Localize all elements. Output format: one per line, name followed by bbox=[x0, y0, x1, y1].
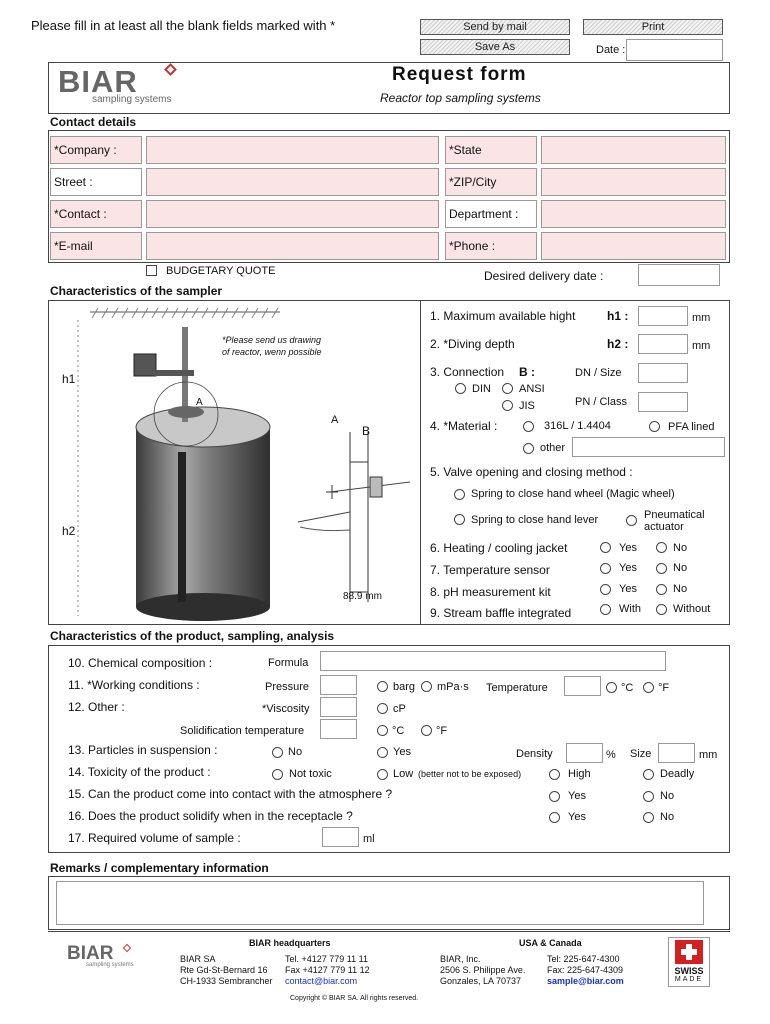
pressure-input[interactable] bbox=[320, 675, 357, 695]
hq-email-link[interactable]: contact@biar.com bbox=[285, 976, 358, 986]
pressure-label: Pressure bbox=[265, 681, 310, 693]
date-label: Date : bbox=[596, 44, 626, 56]
toxic-low-radio[interactable] bbox=[377, 769, 388, 780]
footer-logo-sub: sampling systems bbox=[86, 962, 134, 968]
barg-radio[interactable] bbox=[377, 681, 388, 692]
q17-label: 17. Required volume of sample : bbox=[68, 831, 241, 845]
street-input[interactable] bbox=[146, 168, 439, 196]
h2-input[interactable] bbox=[638, 334, 688, 354]
budgetary-quote-checkbox[interactable] bbox=[146, 265, 157, 276]
hq-line-3: CH-1933 Sembrancher bbox=[180, 976, 273, 986]
cp-radio[interactable] bbox=[377, 703, 388, 714]
baffle-without-label: Without bbox=[673, 603, 711, 615]
hand-lever-radio[interactable] bbox=[454, 514, 465, 525]
temp-f-label: °F bbox=[658, 682, 670, 694]
formula-input[interactable] bbox=[320, 651, 666, 671]
ph-yes-radio[interactable] bbox=[600, 584, 611, 595]
sensor-yes-radio[interactable] bbox=[600, 563, 611, 574]
cp-label: cP bbox=[393, 703, 406, 715]
ansi-label: ANSI bbox=[519, 383, 545, 395]
din-radio[interactable] bbox=[455, 383, 466, 394]
density-label: Density bbox=[516, 748, 553, 760]
date-input[interactable] bbox=[626, 39, 723, 61]
q1-h-label: h1 : bbox=[607, 309, 629, 323]
delivery-date-label: Desired delivery date : bbox=[484, 269, 604, 283]
size-label: Size bbox=[630, 748, 652, 760]
us-line-1: BIAR, Inc. bbox=[440, 954, 481, 964]
din-label: DIN bbox=[472, 383, 491, 395]
hand-lever-label: Spring to close hand lever bbox=[471, 514, 599, 526]
drawing-note-2: of reactor, wenn possible bbox=[222, 347, 322, 357]
print-button[interactable]: Print bbox=[583, 19, 723, 35]
q14-label: 14. Toxicity of the product : bbox=[68, 765, 211, 779]
q15-label: 15. Can the product come into contact with the atmosphere ? bbox=[68, 787, 393, 801]
solidify-no-label: No bbox=[660, 811, 675, 823]
h2-dim-label: h2 bbox=[62, 524, 76, 538]
q4-label: 4. *Material : bbox=[430, 419, 498, 433]
baffle-without-radio[interactable] bbox=[656, 604, 667, 615]
ph-no-radio[interactable] bbox=[656, 584, 667, 595]
delivery-date-input[interactable] bbox=[638, 264, 720, 286]
solidify-no-radio[interactable] bbox=[643, 812, 654, 823]
section-b-label: B bbox=[362, 424, 371, 438]
email-input[interactable] bbox=[146, 232, 439, 260]
detail-a-label: A bbox=[196, 397, 203, 408]
toxic-deadly-label: Deadly bbox=[660, 768, 695, 780]
baffle-with-radio[interactable] bbox=[600, 604, 611, 615]
h1-unit: mm bbox=[692, 312, 711, 324]
toxic-not-radio[interactable] bbox=[272, 769, 283, 780]
remarks-input[interactable] bbox=[56, 881, 704, 925]
viscosity-input[interactable] bbox=[320, 697, 357, 717]
dn-size-label: DN / Size bbox=[575, 367, 622, 379]
pneumatic-label-2: actuator bbox=[644, 521, 684, 533]
baffle-with-label: With bbox=[619, 603, 641, 615]
diameter-label: 88.9 mm bbox=[343, 591, 382, 602]
hq-title: BIAR headquarters bbox=[249, 938, 331, 948]
atmosphere-yes-radio[interactable] bbox=[549, 791, 560, 802]
contact-label: *Contact : bbox=[54, 207, 107, 221]
size-unit: mm bbox=[699, 749, 718, 761]
department-input[interactable] bbox=[541, 200, 726, 228]
magic-wheel-label: Spring to close hand wheel (Magic wheel) bbox=[471, 488, 675, 500]
drawing-note: *Please send us drawing bbox=[222, 335, 322, 345]
q5-label: 5. Valve opening and closing method : bbox=[430, 465, 633, 479]
pn-class-label: PN / Class bbox=[575, 396, 627, 408]
jis-radio[interactable] bbox=[502, 400, 513, 411]
material-other-radio[interactable] bbox=[523, 443, 534, 454]
q2-h-label: h2 : bbox=[607, 337, 629, 351]
us-line-2: 2506 S. Philippe Ave. bbox=[440, 965, 526, 975]
phone-label: *Phone : bbox=[449, 239, 496, 253]
viscosity-label: *Viscosity bbox=[262, 703, 310, 715]
jis-label: JIS bbox=[519, 400, 535, 412]
hq-line-1: BIAR SA bbox=[180, 954, 216, 964]
temperature-input[interactable] bbox=[564, 676, 601, 696]
atmosphere-no-label: No bbox=[660, 790, 675, 802]
solid-c-radio[interactable] bbox=[377, 725, 388, 736]
solidify-yes-radio[interactable] bbox=[549, 812, 560, 823]
footer-logo: BIAR bbox=[67, 943, 114, 964]
h1-dim-label: h1 bbox=[62, 372, 76, 386]
toxic-high-label: High bbox=[568, 768, 591, 780]
material-316l-label: 316L / 1.4404 bbox=[544, 420, 611, 432]
jacket-yes-radio[interactable] bbox=[600, 542, 611, 553]
material-other-label: other bbox=[540, 442, 566, 454]
temperature-label: Temperature bbox=[486, 682, 548, 694]
sensor-no-label: No bbox=[673, 562, 688, 574]
page-subtitle: Reactor top sampling systems bbox=[380, 91, 541, 105]
budgetary-quote-label: BUDGETARY QUOTE bbox=[166, 265, 276, 277]
particles-no-radio[interactable] bbox=[272, 747, 283, 758]
mpas-radio[interactable] bbox=[421, 681, 432, 692]
sampler-section-title: Characteristics of the sampler bbox=[50, 284, 223, 298]
solidification-input[interactable] bbox=[320, 719, 357, 739]
made-label: MADE bbox=[674, 976, 704, 983]
q7-label: 7. Temperature sensor bbox=[430, 563, 550, 577]
particles-yes-radio[interactable] bbox=[377, 747, 388, 758]
hq-fax: Fax +4127 779 11 12 bbox=[285, 965, 370, 975]
q11-label: 11. *Working conditions : bbox=[68, 678, 200, 692]
q1-label: 1. Maximum available hight bbox=[430, 309, 576, 323]
solidify-yes-label: Yes bbox=[568, 811, 586, 823]
logo-subtitle: sampling systems bbox=[92, 94, 172, 105]
atmosphere-no-radio[interactable] bbox=[643, 791, 654, 802]
pn-class-input[interactable] bbox=[638, 392, 688, 412]
solid-f-radio[interactable] bbox=[421, 725, 432, 736]
temp-f-radio[interactable] bbox=[643, 682, 654, 693]
product-section-title: Characteristics of the product, sampling, analysis bbox=[50, 629, 335, 643]
sensor-no-radio[interactable] bbox=[656, 563, 667, 574]
save-as-button[interactable]: Save As bbox=[420, 39, 570, 55]
jacket-no-radio[interactable] bbox=[656, 542, 667, 553]
solidification-label: Solidification temperature bbox=[180, 725, 305, 737]
biar-logo: BIAR bbox=[58, 64, 138, 99]
q9-label: 9. Stream baffle integrated bbox=[430, 606, 572, 620]
temp-c-radio[interactable] bbox=[606, 682, 617, 693]
particles-no-label: No bbox=[288, 746, 303, 758]
jacket-yes-label: Yes bbox=[619, 542, 637, 554]
hq-line-2: Rte Gd-St-Bernard 16 bbox=[180, 965, 268, 975]
formula-label: Formula bbox=[268, 657, 309, 669]
density-unit: % bbox=[606, 749, 616, 761]
us-line-3: Gonzales, LA 70737 bbox=[440, 976, 522, 986]
toxic-not-label: Not toxic bbox=[289, 768, 332, 780]
q2-label: 2. *Diving depth bbox=[430, 337, 515, 351]
material-pfa-radio[interactable] bbox=[649, 421, 660, 432]
zip-label: *ZIP/City bbox=[449, 175, 497, 189]
q13-label: 13. Particles in suspension : bbox=[68, 743, 218, 757]
h1-input[interactable] bbox=[638, 306, 688, 326]
ansi-radio[interactable] bbox=[502, 383, 513, 394]
pneumatic-radio[interactable] bbox=[626, 515, 637, 526]
section-a-label: A bbox=[331, 414, 339, 426]
contact-input[interactable] bbox=[146, 200, 439, 228]
q3-b-label: B : bbox=[519, 365, 535, 379]
us-email-link[interactable]: sample@biar.com bbox=[547, 976, 624, 986]
ph-no-label: No bbox=[673, 583, 688, 595]
toxic-high-radio[interactable] bbox=[549, 769, 560, 780]
pneumatic-label: Pneumatical bbox=[644, 509, 705, 521]
solid-c-label: °C bbox=[392, 725, 405, 737]
page-title: Request form bbox=[392, 64, 527, 85]
street-label: Street : bbox=[54, 175, 93, 189]
q10-label: 10. Chemical composition : bbox=[68, 656, 213, 670]
header-box bbox=[48, 62, 730, 114]
company-label: *Company : bbox=[54, 143, 117, 157]
q16-label: 16. Does the product solidify when in the receptacle ? bbox=[68, 809, 353, 823]
phone-input[interactable] bbox=[541, 232, 726, 260]
material-pfa-label: PFA lined bbox=[668, 421, 715, 433]
toxic-deadly-radio[interactable] bbox=[643, 769, 654, 780]
jacket-no-label: No bbox=[673, 542, 688, 554]
us-title: USA & Canada bbox=[519, 938, 582, 948]
zip-input[interactable] bbox=[541, 168, 726, 196]
copyright-text: Copyright © BIAR SA. All rights reserved. bbox=[290, 995, 419, 1002]
toxic-low-label: Low bbox=[393, 768, 414, 780]
temp-c-label: °C bbox=[621, 682, 634, 694]
q12-label: 12. Other : bbox=[68, 700, 125, 714]
particles-yes-label: Yes bbox=[393, 746, 411, 758]
swiss-label: SWISS bbox=[674, 966, 704, 976]
solid-f-label: °F bbox=[436, 725, 448, 737]
us-tel: Tel: 225-647-4300 bbox=[547, 954, 620, 964]
q8-label: 8. pH measurement kit bbox=[430, 585, 551, 599]
volume-unit: ml bbox=[363, 833, 375, 845]
contact-section-title: Contact details bbox=[50, 115, 137, 129]
magic-wheel-radio[interactable] bbox=[454, 489, 465, 500]
company-input[interactable] bbox=[146, 136, 439, 164]
department-label: Department : bbox=[449, 207, 519, 221]
send-by-mail-button[interactable]: Send by mail bbox=[420, 19, 570, 35]
state-input[interactable] bbox=[541, 136, 726, 164]
ph-yes-label: Yes bbox=[619, 583, 637, 595]
instruction-text: Please fill in at least all the blank fields marked with * bbox=[31, 18, 336, 33]
volume-input[interactable] bbox=[322, 827, 359, 847]
q3-label: 3. Connection bbox=[430, 365, 505, 379]
barg-label: barg bbox=[393, 681, 416, 693]
us-fax: Fax: 225-647-4309 bbox=[547, 965, 624, 975]
footer-logo-diamond-icon bbox=[123, 944, 131, 952]
dn-size-input[interactable] bbox=[638, 363, 688, 383]
q6-label: 6. Heating / cooling jacket bbox=[430, 541, 568, 555]
sensor-yes-label: Yes bbox=[619, 562, 637, 574]
email-label: *E-mail bbox=[54, 239, 93, 253]
remarks-section-title: Remarks / complementary information bbox=[50, 861, 269, 875]
material-316l-radio[interactable] bbox=[523, 421, 534, 432]
toxic-low-note: (better not to be exposed) bbox=[418, 769, 522, 779]
state-label: *State bbox=[449, 143, 482, 157]
density-input[interactable] bbox=[566, 743, 603, 763]
mpas-label: mPa·s bbox=[437, 681, 469, 693]
size-input[interactable] bbox=[658, 743, 695, 763]
material-other-input[interactable] bbox=[572, 437, 725, 457]
atmosphere-yes-label: Yes bbox=[568, 790, 586, 802]
hq-tel: Tel. +4127 779 11 11 bbox=[285, 954, 368, 964]
h2-unit: mm bbox=[692, 340, 711, 352]
